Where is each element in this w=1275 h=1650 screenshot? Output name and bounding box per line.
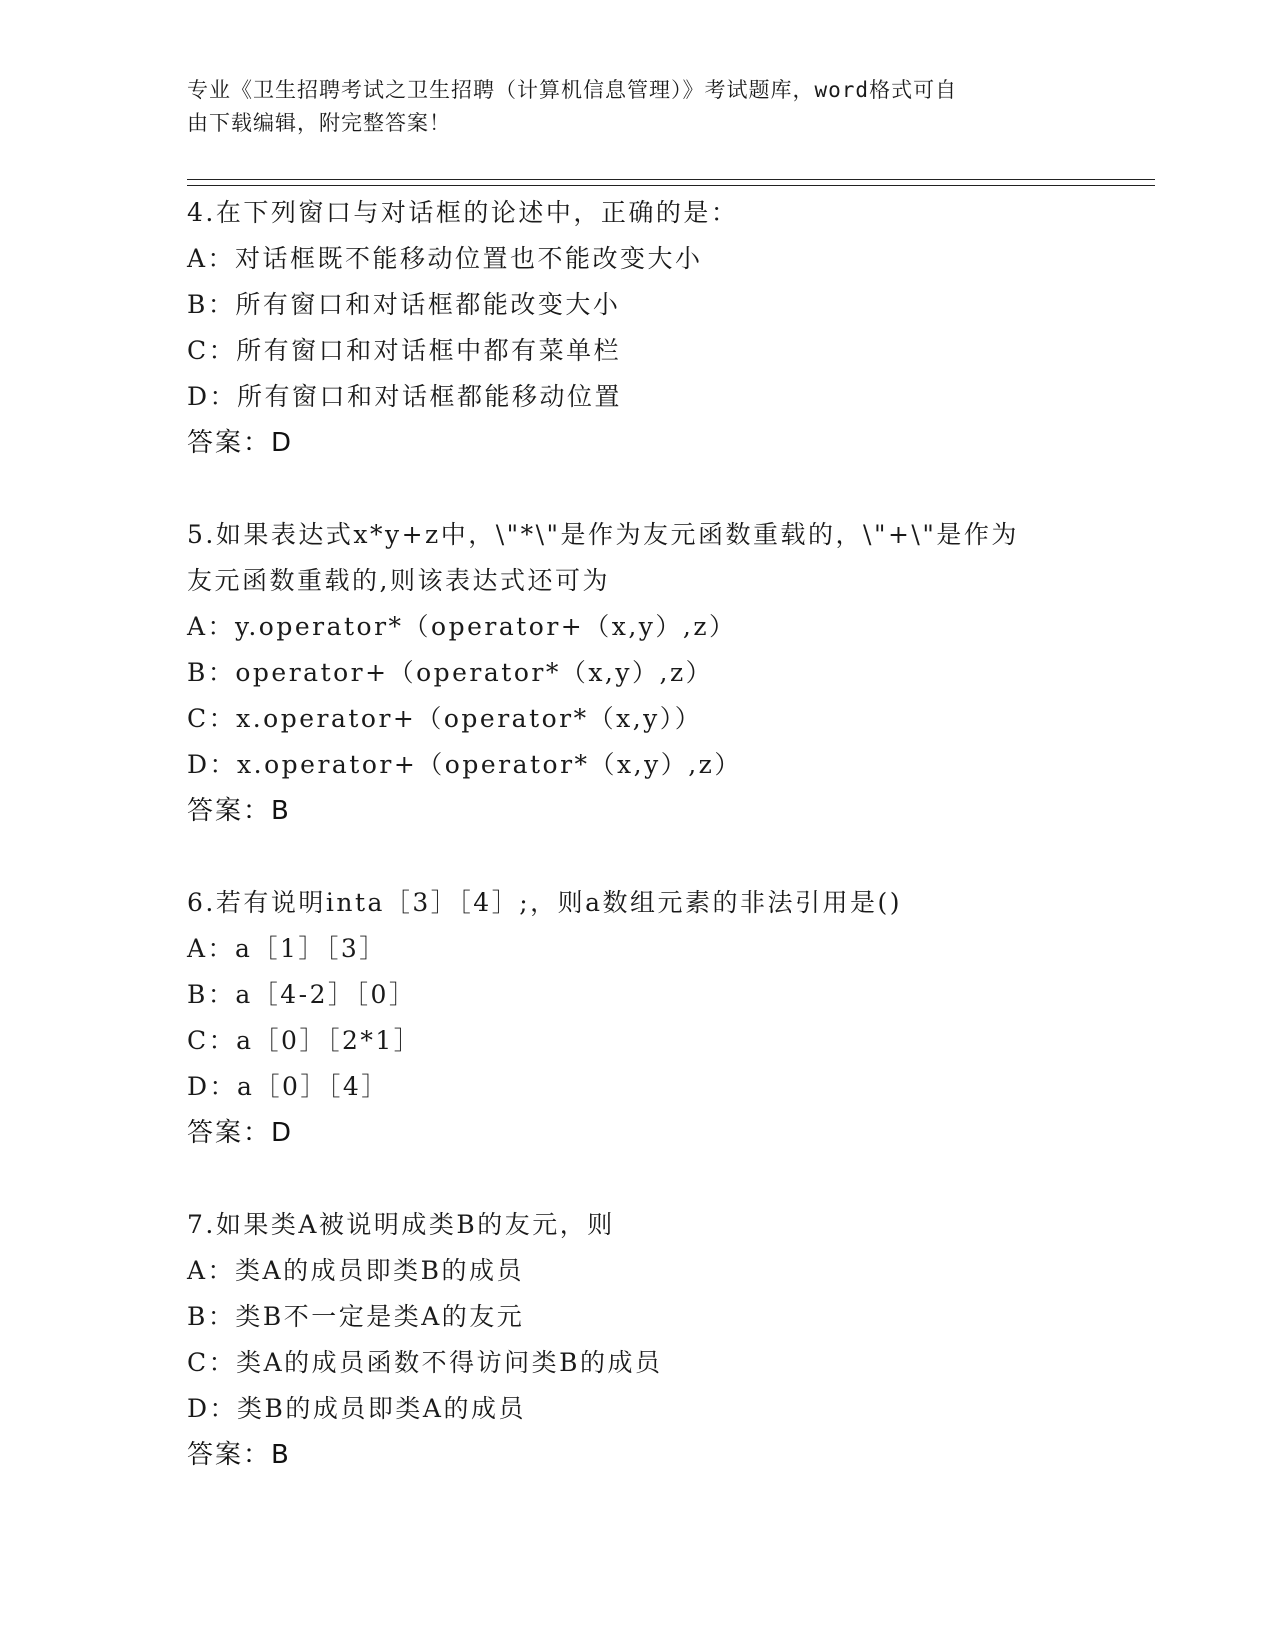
option-b: B：类B不一定是类A的友元 [187,1302,525,1331]
question-5 [187,512,1087,834]
header-line-2: 由下载编辑，附完整答案！ [187,111,451,135]
document-header [187,74,1067,140]
answer-label: 答案：D [187,428,294,458]
option-c: C：x.operator+（operator*（x,y）） [187,704,703,733]
option-a: A：对话框既不能移动位置也不能改变大小 [187,244,703,273]
option-d: D：a［0］［4］ [187,1072,389,1101]
question-stem: 7.如果类A被说明成类B的友元，则 [187,1210,615,1239]
option-b: B：a［4-2］［0］ [187,980,417,1009]
header-divider-top [187,179,1155,180]
option-a: A：类A的成员即类B的成员 [187,1256,524,1285]
option-c: C：a［0］［2*1］ [187,1026,422,1055]
question-stem-continued: 友元函数重载的,则该表达式还可为 [187,566,610,595]
question-list [187,190,1087,1478]
answer-label: 答案：B [187,1440,291,1470]
option-a: A：a［1］［3］ [187,934,387,963]
option-d: D：x.operator+（operator*（x,y）,z） [187,750,742,779]
question-stem: 5.如果表达式x*y+z中，\"*\"是作为友元函数重载的，\"+\"是作为 [187,520,1019,549]
question-stem: 6.若有说明inta［3］［4］;，则a数组元素的非法引用是() [187,888,903,917]
answer-label: 答案：B [187,796,291,826]
option-b: B：所有窗口和对话框都能改变大小 [187,290,621,319]
question-4 [187,190,1087,466]
option-b: B：operator+（operator*（x,y）,z） [187,658,714,687]
question-stem: 4.在下列窗口与对话框的论述中，正确的是： [187,198,739,227]
option-d: D：所有窗口和对话框都能移动位置 [187,382,623,411]
question-6 [187,880,1087,1156]
header-divider-bottom [187,185,1155,186]
header-line-1: 专业《卫生招聘考试之卫生招聘（计算机信息管理）》考试题库，word格式可自 [187,78,958,102]
option-a: A：y.operator*（operator+（x,y）,z） [187,612,737,641]
option-c: C：类A的成员函数不得访问类B的成员 [187,1348,663,1377]
answer-label: 答案：D [187,1118,294,1148]
option-d: D：类B的成员即类A的成员 [187,1394,526,1423]
question-7 [187,1202,1087,1478]
option-c: C：所有窗口和对话框中都有菜单栏 [187,336,622,365]
